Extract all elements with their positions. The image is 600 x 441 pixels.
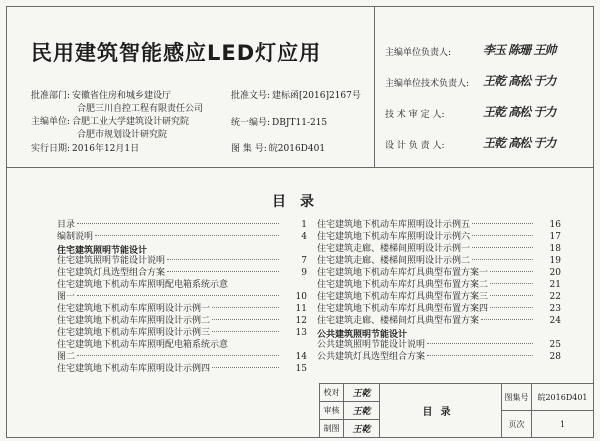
- toc-leader-dots: [212, 307, 279, 308]
- toc-entry-text: 住宅建筑走廊、楼梯间照明设计示例二: [317, 256, 471, 266]
- toc-entry[interactable]: [57, 231, 307, 243]
- toc-entry[interactable]: [57, 303, 307, 315]
- signature-role-1: 主编单位负责人:: [385, 48, 452, 58]
- draw-signature: 王乾: [344, 420, 380, 438]
- page-value: 1: [532, 411, 594, 438]
- toc-entry-page: 13: [295, 328, 307, 338]
- toc-entry[interactable]: [57, 339, 307, 351]
- approval-no-value: 建标函[2016]2167号: [272, 91, 361, 101]
- toc-entry-page: 25: [549, 340, 561, 350]
- check-label: 校对: [320, 384, 344, 402]
- toc-entry-text: 住宅建筑地下机动车库灯具典型布置方案一: [317, 268, 489, 278]
- toc-entry-text: 目录: [57, 220, 76, 230]
- toc-entry[interactable]: [57, 267, 307, 279]
- toc-leader-dots: [212, 367, 279, 368]
- toc-entry[interactable]: [317, 303, 561, 315]
- document-title: 民用建筑智能感应LED灯应用: [31, 41, 322, 65]
- toc-entry-page: 18: [549, 244, 561, 254]
- toc-entry[interactable]: [57, 351, 307, 363]
- date-value: 2016年12月1日: [72, 144, 140, 154]
- toc-leader-dots: [472, 235, 533, 236]
- toc-entry[interactable]: [57, 291, 307, 303]
- signature-role-3: 技 术 审 定 人:: [385, 110, 445, 120]
- toc-leader-dots: [490, 283, 533, 284]
- toc-entry-text: 住宅建筑地下机动车库照明设计示例一: [57, 304, 211, 314]
- toc-entry-text: 住宅建筑灯具选型组合方案: [57, 268, 166, 278]
- drawing-frame: [6, 6, 594, 438]
- toc-entry[interactable]: [317, 255, 561, 267]
- atlas-label: 图集号: [502, 384, 532, 411]
- toc-entry-text: 住宅建筑地下机动车库照明设计示例二: [57, 316, 211, 326]
- toc-entry-text: 住宅建筑地下机动车库照明配电箱系统示意: [57, 340, 229, 350]
- toc-leader-dots: [212, 331, 279, 332]
- toc-leader-dots: [427, 343, 533, 344]
- toc-entry[interactable]: [57, 279, 307, 291]
- toc-section-heading: 公共建筑照明节能设计: [317, 330, 408, 340]
- toc-entry-page: 24: [549, 316, 561, 326]
- atlas-value: 皖2016D401: [532, 384, 594, 411]
- atlas-no-label: 图 集 号:: [231, 144, 267, 154]
- approver-1: 安徽省住房和城乡建设厅: [72, 91, 172, 101]
- toc-entry-page: 19: [549, 256, 561, 266]
- toc-entry-page: 22: [549, 292, 561, 302]
- toc-entry[interactable]: [57, 219, 307, 231]
- toc-entry-text: 住宅建筑地下机动车库灯具典型布置方案三: [317, 292, 489, 302]
- approval-no-line: [231, 88, 361, 101]
- page-label: 页次: [502, 411, 532, 438]
- toc-entry[interactable]: [317, 219, 561, 231]
- toc-entry[interactable]: [57, 315, 307, 327]
- toc-entry-page: 23: [549, 304, 561, 314]
- toc-entry-page: 11: [295, 304, 307, 314]
- approver-label: 批准部门:: [31, 91, 71, 101]
- toc-heading: 目录: [272, 194, 328, 210]
- toc-leader-dots: [472, 259, 533, 260]
- toc-leader-dots: [77, 295, 279, 296]
- sheet-title: 目录: [380, 384, 502, 438]
- toc-leader-dots: [490, 271, 533, 272]
- toc-entry-page: 15: [295, 364, 307, 374]
- toc-entry-text: 住宅建筑地下机动车库灯具典型布置方案二: [317, 280, 489, 290]
- toc-entry[interactable]: [317, 243, 561, 255]
- toc-entry-text: 公共建筑灯具选型组合方案: [317, 352, 426, 362]
- editor-1: 合肥工业大学建筑设计研究院: [72, 117, 190, 127]
- toc-entry-text: 住宅建筑地下机动车库照明设计示例六: [317, 232, 471, 242]
- toc-entry-text: 图一: [57, 292, 76, 302]
- review-signature: 王乾: [344, 402, 380, 420]
- check-signature: 王乾: [344, 384, 380, 402]
- cover-header: [7, 7, 593, 168]
- toc-leader-dots: [472, 223, 533, 224]
- toc-entry[interactable]: [57, 363, 307, 375]
- toc-entry[interactable]: [317, 339, 561, 351]
- toc-leader-dots: [490, 295, 533, 296]
- toc-entry-page: 1: [301, 220, 307, 230]
- toc-leader-dots: [212, 319, 279, 320]
- toc-entry[interactable]: [57, 327, 307, 339]
- toc-entry[interactable]: [317, 351, 561, 363]
- toc-entry[interactable]: [57, 255, 307, 267]
- toc-entry-text: 住宅建筑地下机动车库灯具典型布置方案四: [317, 304, 489, 314]
- toc-leader-dots: [167, 271, 279, 272]
- toc-entry-text: 住宅建筑地下机动车库照明设计示例三: [57, 328, 211, 338]
- toc-leader-dots: [77, 223, 279, 224]
- approver-2: 合肥三川自控工程有限责任公司: [77, 104, 204, 114]
- signature-2: 王乾 高松 于力: [483, 74, 556, 88]
- toc-entry-page: 20: [549, 268, 561, 278]
- editor-label: 主编单位:: [31, 117, 71, 127]
- approval-no-label: 批准文号:: [231, 91, 271, 101]
- signature-role-4: 设 计 负 责 人:: [385, 141, 445, 151]
- unified-no-label: 统一编号:: [231, 118, 271, 128]
- toc-leader-dots: [95, 235, 279, 236]
- review-label: 审核: [320, 402, 344, 420]
- toc-entry[interactable]: [317, 315, 561, 327]
- toc-entry-page: 21: [549, 280, 561, 290]
- toc-leader-dots: [472, 247, 533, 248]
- approver-line-1: [31, 88, 171, 101]
- draw-label: 制图: [320, 420, 344, 438]
- toc-entry-page: 16: [549, 220, 561, 230]
- toc-entry-text: 住宅建筑走廊、楼梯间照明设计示例一: [317, 244, 471, 254]
- toc-entry-page: 12: [295, 316, 307, 326]
- toc-section-heading: 住宅建筑照明节能设计: [57, 246, 148, 256]
- toc-leader-dots: [427, 355, 533, 356]
- date-line: [31, 141, 139, 154]
- toc-entry-page: 4: [301, 232, 307, 242]
- signature-1: 李玉 陈珊 王帅: [483, 43, 556, 57]
- toc-entry[interactable]: [317, 291, 561, 303]
- toc-entry-page: 17: [549, 232, 561, 242]
- toc-leader-dots: [490, 307, 533, 308]
- toc-entry-page: 7: [301, 256, 307, 266]
- toc-entry-text: 编制说明: [57, 232, 94, 242]
- toc-entry-page: 10: [295, 292, 307, 302]
- toc-entry[interactable]: [317, 231, 561, 243]
- atlas-no-line: [231, 141, 325, 154]
- toc-entry-page: 28: [549, 352, 561, 362]
- unified-no-line: [231, 115, 327, 128]
- toc-entry-text: 住宅建筑地下机动车库照明设计示例四: [57, 364, 211, 374]
- toc-entry-page: 14: [295, 352, 307, 362]
- unified-no-value: DBJT11-215: [272, 118, 328, 128]
- toc-entry-text: 住宅建筑地下机动车库照明设计示例五: [317, 220, 471, 230]
- atlas-no-value: 皖2016D401: [268, 144, 326, 154]
- toc-entry-text: 住宅建筑照明节能设计说明: [57, 256, 166, 266]
- toc-entry-text: 公共建筑照明节能设计说明: [317, 340, 426, 350]
- editor-line-1: [31, 114, 189, 127]
- toc-leader-dots: [77, 355, 279, 356]
- toc-entry[interactable]: [317, 279, 561, 291]
- date-label: 实行日期:: [31, 144, 71, 154]
- signature-3: 王乾 高松 于力: [483, 105, 556, 119]
- signature-role-2: 主编单位技术负责人:: [385, 79, 470, 89]
- toc-entry-text: 图二: [57, 352, 76, 362]
- title-block: [319, 383, 594, 438]
- signature-4: 王乾 高松 于力: [483, 136, 556, 150]
- toc-entry-text: 住宅建筑走廊、楼梯间灯具典型布置方案: [317, 316, 480, 326]
- toc-entry[interactable]: [317, 267, 561, 279]
- toc-entry-page: 9: [301, 268, 307, 278]
- header-divider: [374, 7, 375, 167]
- toc-leader-dots: [481, 319, 533, 320]
- toc-leader-dots: [167, 259, 279, 260]
- editor-2: 合肥市规划设计研究院: [77, 130, 168, 140]
- toc-entry-text: 住宅建筑地下机动车库照明配电箱系统示意: [57, 280, 229, 290]
